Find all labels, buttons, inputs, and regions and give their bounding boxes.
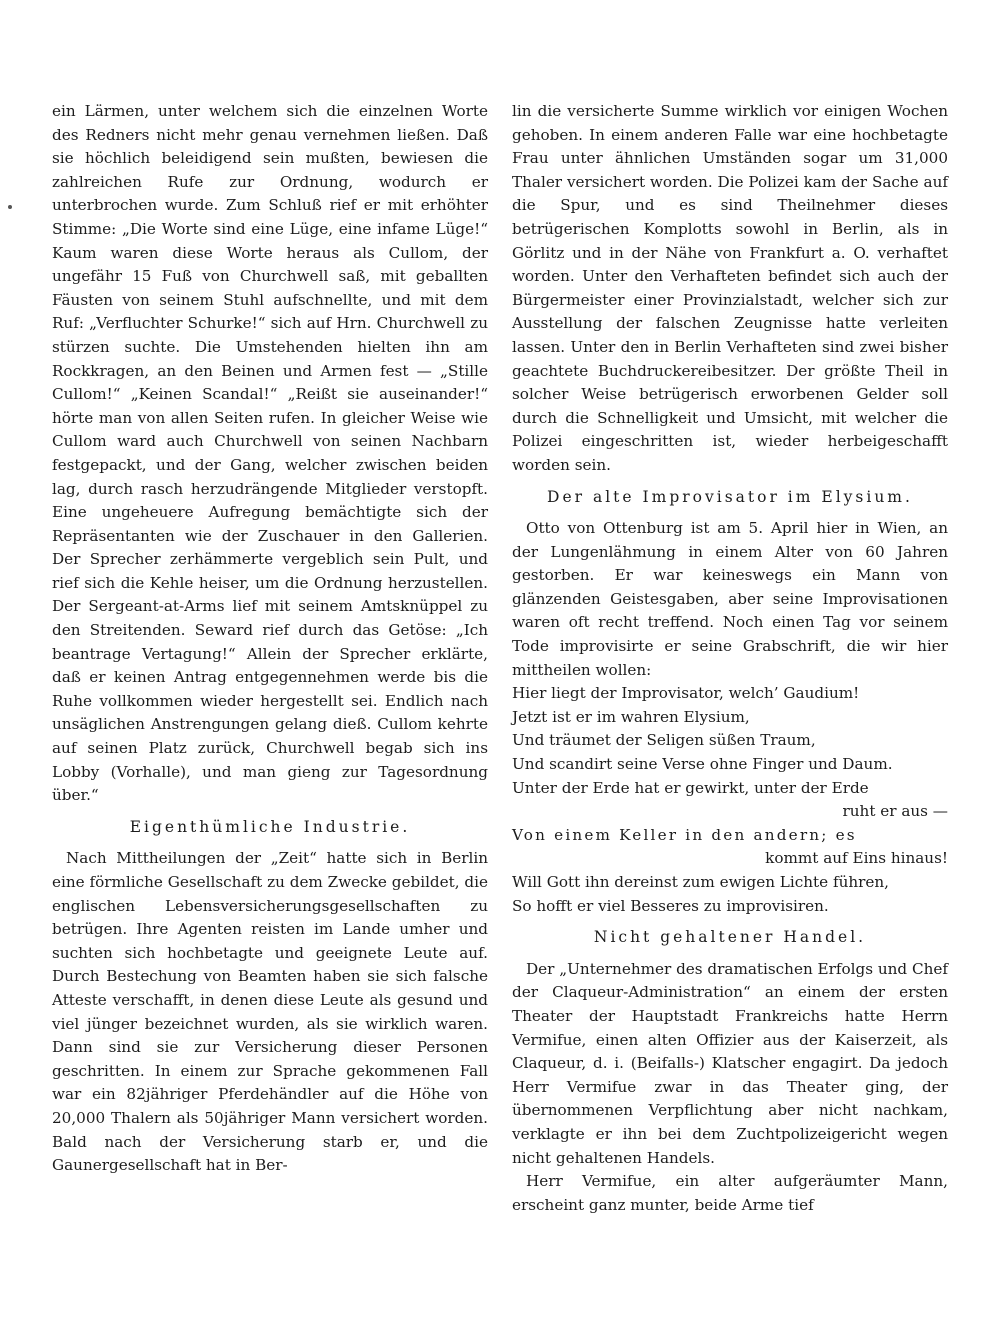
heading-eigenthuemliche-industrie: Eigenthümliche Industrie. [129, 817, 411, 836]
paragraph-vermifue: Herr Vermifue, ein alter aufgeräumter Mann, erscheint ganz munter, beide Arme tief [512, 1172, 948, 1214]
poem-line: Will Gott ihn dereinst zum ewigen Lichte führen, [512, 873, 889, 891]
paragraph-insurance-fraud-continued: lin die versicherte Summe wirklich vor einigen Wochen gehoben. In einem anderen Falle war eine hochbetagte Frau unter ähnlichen Umständen sogar um 31,000 Thaler versichert worden. Die Polizei kam der Sache auf die Spur, und es sind Theilnehmer dieses betrügerischen Komplotts sowohl in Berlin, als in Görlitz und in der Nähe von Frankfurt a. O. verhaftet worden. Unter den Verhafteten befindet sich auch der Bürgermeister einer Provinzialstadt, welcher sich zur Ausstellung der falschen Zeugnisse hatte verleiten lassen. Unter den in Berlin Verhafteten sind zwei bisher geachtete Buchdruckereibesitzer. Der größte Theil in solcher Weise betrügerisch erworbenen Gelder soll durch die Schnelligkeit und Umsicht, mit welcher die Polizei eingeschritten ist, wieder herbeigeschafft worden sein. [512, 102, 948, 474]
poem-line: ruht er aus — [842, 802, 948, 821]
poem-line: So hofft er viel Besseres zu improvisiren. [512, 896, 829, 915]
poem-epitaph [512, 682, 948, 918]
poem-line: Jetzt ist er im wahren Elysium, [512, 707, 750, 726]
right-column [512, 100, 948, 1217]
poem-line: Hier liegt der Improvisator, welch’ Gaudium! [512, 684, 860, 703]
poem-line: Unter der Erde hat er gewirkt, unter der Erde [512, 778, 869, 797]
paragraph-congress-tumult: ein Lärmen, unter welchem sich die einzelnen Worte des Redners nicht mehr genau vernehmen ließen. Daß sie höchlich beleidigend sein mußten, bewiesen die zahlreichen Rufe zur Ordnung, wodurch er unterbrochen wurde. Zum Schluß rief er mit erhöhter Stimme: „Die Worte sind eine Lüge, eine infame Lüge!“ Kaum waren diese Worte heraus als Cullom, der ungefähr 15 Fuß von Churchwell saß, mit geballten Fäusten von seinem Stuhl aufschnellte, und mit dem Ruf: „Verfluchter Schurke!“ sich auf Hrn. Churchwell zu stürzen suchte. Die Umstehenden hielten ihn am Rockkragen, an den Beinen und Armen fest — „Stille Cullom!“ „Keinen Scandal!“ „Reißt sie auseinander!“ hörte man von allen Seiten rufen. In gleicher Weise wie Cullom ward auch Churchwell von seinen Nachbarn festgepackt, und der Gang, welcher zwischen beiden lag, durch rasch herzudrängende Mitglieder verstopft. Eine ungeheuere Aufregung bemächtigte sich der Repräsentanten wie der Zuschauer in den Gallerien. Der Sprecher zerhämmerte vergeblich sein Pult, und rief sich die Kehle heiser, um die Ordnung herzustellen. Der Sergeant-at-Arms lief mit seinem Amtsknüppel zu den Streitenden. Seward rief durch das Getöse: „Ich beantrage Vertagung!“ Allein der Sprecher erklärte, daß er keinen Antrag entgegennehmen werde bis die Ruhe vollkommen wieder hergestellt sei. Endlich nach unsäglichen Anstrengungen gelang dieß. Cullom kehrte auf seinen Platz zurück, Churchwell begab sich ins Lobby (Vorhalle), und man gieng zur Tagesordnung über.“ [52, 102, 488, 805]
paragraph-ottenburg: Otto von Ottenburg ist am 5. April hier in Wien, an der Lungenlähmung in einem Alter von 60 Jahren gestorben. Er war keineswegs ein Mann von glänzenden Geistesgaben, aber seine Improvisationen waren oft recht treffend. Noch einen Tag vor seinem Tode improvisirte er seine Grabschrift, die wir hier mittheilen wollen: [512, 519, 948, 679]
heading-nicht-gehaltener-handel: Nicht gehaltener Handel. [593, 928, 867, 947]
left-column [52, 100, 488, 1178]
paragraph-claqueur: Der „Unternehmer des dramatischen Erfolgs und Chef der Claqueur-Administration“ an einem der ersten Theater der Hauptstadt Frankreichs hatte Herrn Vermifue, einen alten Offizier aus der Kaiserzeit, als Claqueur, d. i. (Beifalls-) Klatscher engagirt. Da jedoch Herr Vermifue zwar in das Theater ging, der übernommenen Verpflichtung aber nicht nachkam, verklagte er ihn bei dem Zuchtpolizeigericht wegen nicht gehaltenen Handels. [512, 959, 948, 1167]
paragraph-insurance-fraud: Nach Mittheilungen der „Zeit“ hatte sich in Berlin eine förmliche Gesellschaft zu dem Zwecke gebildet, die englischen Lebensversicherungsgesellschaften zu betrügen. Ihre Agenten reisten im Lande umher und suchten sich hochbetagte und geeignete Leute auf. Durch Bestechung von Beamten haben sie sich falsche Atteste verschafft, in denen diese Leute als gesund und viel jünger bezeichnet wurden, als sie wirklich waren. Dann sind sie zur Versicherung dieser Personen geschritten. In einem zur Sprache gekommenen Fall war ein 82jähriger Pferdehändler auf die Höhe von 20,000 Thalern als 50jähriger Mann versichert worden. Bald nach der Versicherung starb er, und die Gaunergesellschaft hat in Ber- [52, 849, 488, 1175]
poem-line: Und scandirt seine Verse ohne Finger und Daum. [512, 755, 893, 774]
ink-speck [8, 205, 12, 209]
poem-line: Und träumet der Seligen süßen Traum, [512, 731, 816, 750]
poem-line: Von einem Keller in den andern; es [512, 825, 857, 844]
poem-line: kommt auf Eins hinaus! [765, 849, 948, 868]
heading-improvisator: Der alte Improvisator im Elysium. [547, 487, 913, 506]
